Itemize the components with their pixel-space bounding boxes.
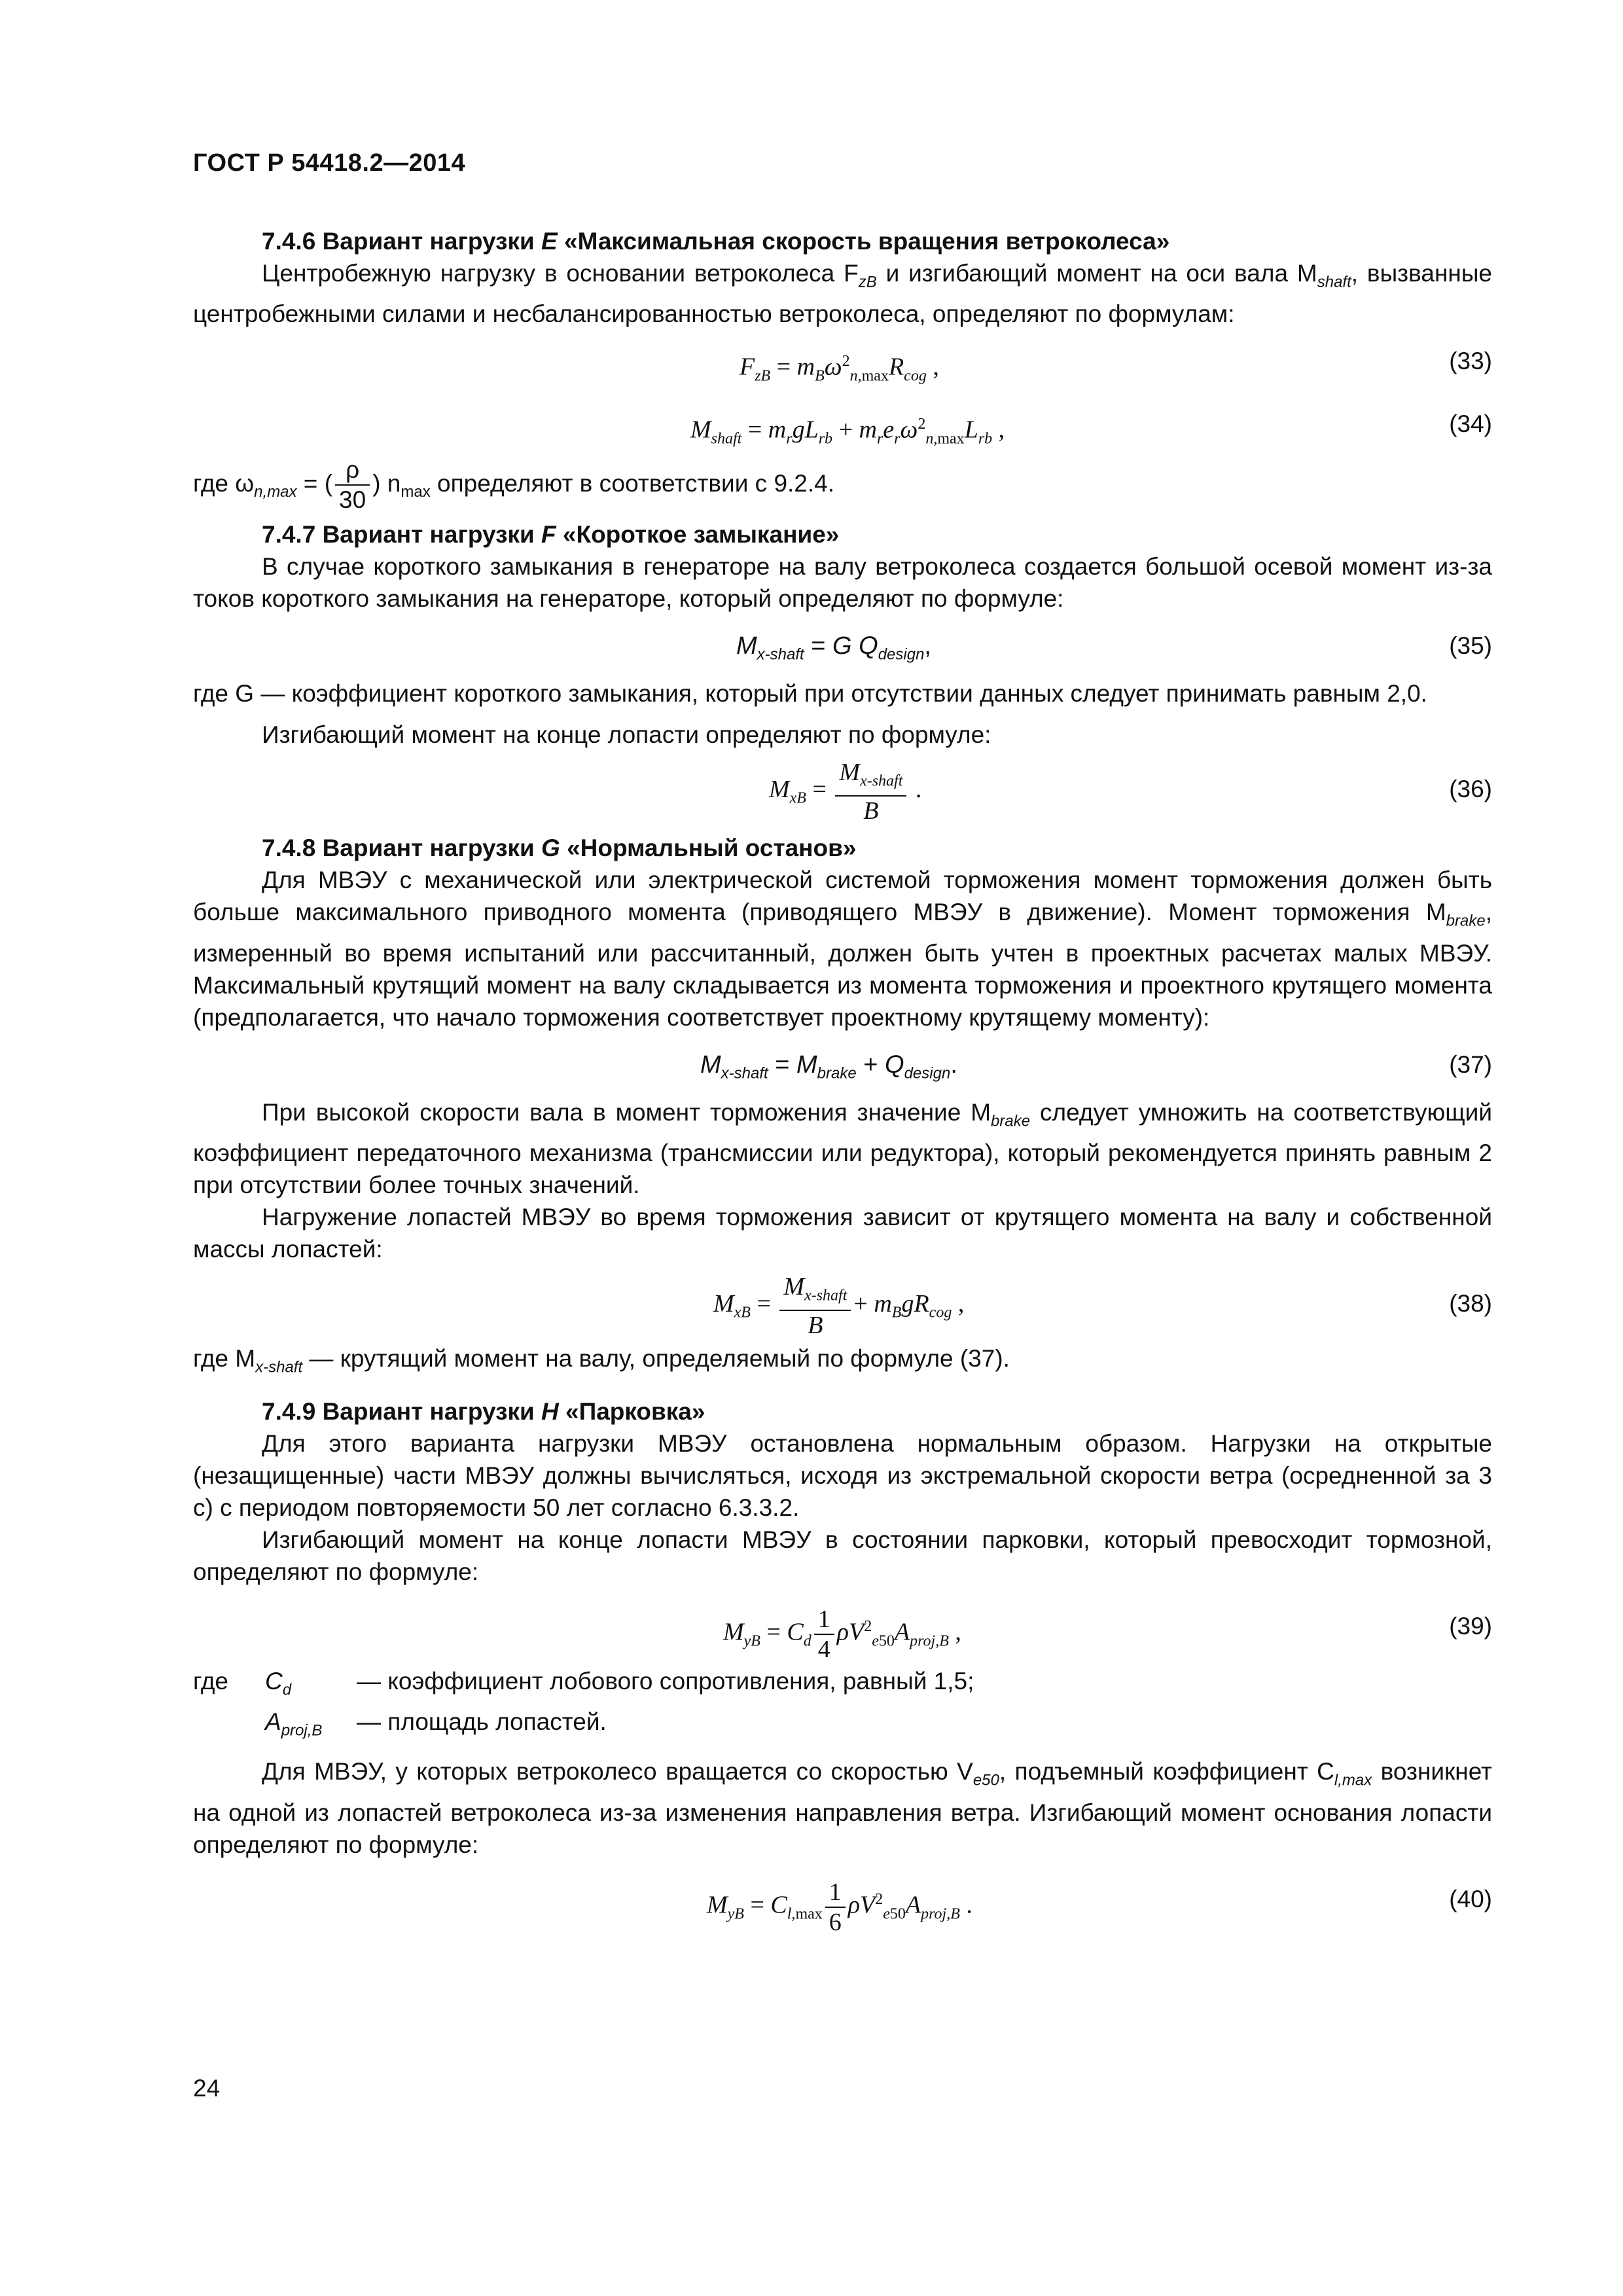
equation-35: $M_{x-shaft} = G$ $Q_{design}$, (35) xyxy=(193,615,1492,677)
paragraph: Изгибающий момент на конце лопасти определяют по формуле: xyxy=(262,721,991,749)
paragraph: Для этого варианта нагрузки МВЭУ остановлена нормальным образом. Нагрузки на открытые (незащищенные) части МВЭУ должны вычисляться, исходя из экстремальной скорости ветра (осредненной за 3 с) с периодом повторяемости 50 лет согласно 6.3.3.2. xyxy=(193,1429,1492,1521)
equation-37: $M_{x-shaft} = M_{brake} + Q_{design}$. (37) xyxy=(193,1033,1492,1096)
paragraph: Изгибающий момент на конце лопасти МВЭУ в состоянии парковки, который превосходит тормозной, определяют по формуле: xyxy=(193,1526,1492,1585)
where-clause: где $C_d$ — коэффициент лобового сопротивления, равный 1,5; xyxy=(193,1667,974,1698)
where-clause: где $\omega_{n,max}$ = ( $\frac{\rho}{30}$ ) $n_{max}$ определяют в соответствии с 9.2.4. xyxy=(193,456,835,514)
section-heading-7-4-9: 7.4.9 Вариант нагрузки H «Парковка» xyxy=(262,1397,705,1425)
equation-34: $M_{shaft} = m_rgL_{rb} + m_re_r\omega^2_{n,max}L_{rb}$ , (34) xyxy=(193,393,1492,456)
equation-number: (38) xyxy=(1449,1290,1492,1318)
equation-39: $M_{yB} = C_d$ $\frac{1}{4}$ $\rho V^2_{e50}A_{proj,B}$ , (39) xyxy=(193,1588,1492,1665)
standard-header: ГОСТ Р 54418.2—2014 xyxy=(193,149,466,177)
paragraph: При высокой скорости вала в момент торможения значение $M_{brake}$ следует умножить на соответствующий коэффициент передаточного механизма (трансмиссии или редуктора), который рекомендуется принять равным 2 при отсутствии более точных значений. xyxy=(193,1098,1492,1199)
equation-number: (40) xyxy=(1449,1885,1492,1912)
equation-number: (35) xyxy=(1449,632,1492,660)
equation-number: (34) xyxy=(1449,410,1492,438)
paragraph: Центробежную нагрузку в основании ветроколеса $F_{zB}$ и изгибающий момент на оси вала $M_{shaft}$, вызванные центробежными силами и несбалансированностью ветроколеса, определяют по формулам: xyxy=(193,260,1492,328)
equation-number: (33) xyxy=(1449,348,1492,375)
page-content xyxy=(193,221,1492,1938)
equation-38: $M_{xB}$ = $\frac{M_{x-shaft}}{B}$ + $m_BgR_{cog}$ , (38) xyxy=(193,1265,1492,1342)
paragraph: Для МВЭУ, у которых ветроколесо вращается со скоростью $V_{e50}$, подъемный коэффициент $C_{l,max}$ возникнет на одной из лопастей ветроколеса из-за изменения направления ветра. Изгибающий момент основания лопасти определяют по формуле: xyxy=(193,1758,1492,1858)
paragraph: Нагружение лопастей МВЭУ во время торможения зависит от крутящего момента на валу и собственной массы лопастей: xyxy=(193,1204,1492,1263)
section-heading-7-4-6: 7.4.6 Вариант нагрузки E «Максимальная скорость вращения ветроколеса» xyxy=(262,228,1170,255)
section-heading-7-4-8: 7.4.8 Вариант нагрузки G «Нормальный останов» xyxy=(262,834,857,862)
where-clause: $A_{proj,B}$ — площадь лопастей. xyxy=(265,1708,607,1740)
fraction: $\frac{\rho}{30}$ xyxy=(335,456,370,514)
equation-40: $M_{yB} = C_{l,max}$ $\frac{1}{6}$ $\rho V^2_{e50}A_{proj,B}$ . (40) xyxy=(193,1861,1492,1938)
equation-number: (37) xyxy=(1449,1050,1492,1078)
equation-33: $F_{zB} = m_B\omega^2_{n,max}R_{cog}$ , (33) xyxy=(193,330,1492,393)
equation-number: (36) xyxy=(1449,776,1492,803)
paragraph: Для МВЭУ с механической или электрической системой торможения момент торможения должен быть больше максимального приводного момента (приводящего МВЭУ в движение). Момент торможения $M_{brake}$, измеренный во время испытаний или рассчитанный, должен быть учтен в проектных расчетах малых МВЭУ. Максимальный крутящий момент на валу складывается из момента торможения и проектного крутящего момента (предполагается, что начало торможения соответствует проектному крутящему моменту): xyxy=(193,867,1492,1031)
where-clause: где $M_{x-shaft}$ — крутящий момент на валу, определяемый по формуле (37). xyxy=(193,1345,1010,1376)
section-heading-7-4-7: 7.4.7 Вариант нагрузки F «Короткое замыкание» xyxy=(262,521,840,548)
where-clause: где G — коэффициент короткого замыкания, который при отсутствии данных следует принимать равным 2,0. xyxy=(193,680,1427,708)
equation-36: $M_{xB}$ = $\frac{M_{x-shaft}}{B}$ . (36) xyxy=(193,751,1492,828)
paragraph: В случае короткого замыкания в генераторе на валу ветроколеса создается большой осевой момент из-за токов короткого замыкания на генераторе, который определяют по формуле: xyxy=(193,553,1492,613)
equation-number: (39) xyxy=(1449,1612,1492,1640)
page-number: 24 xyxy=(193,2075,221,2102)
